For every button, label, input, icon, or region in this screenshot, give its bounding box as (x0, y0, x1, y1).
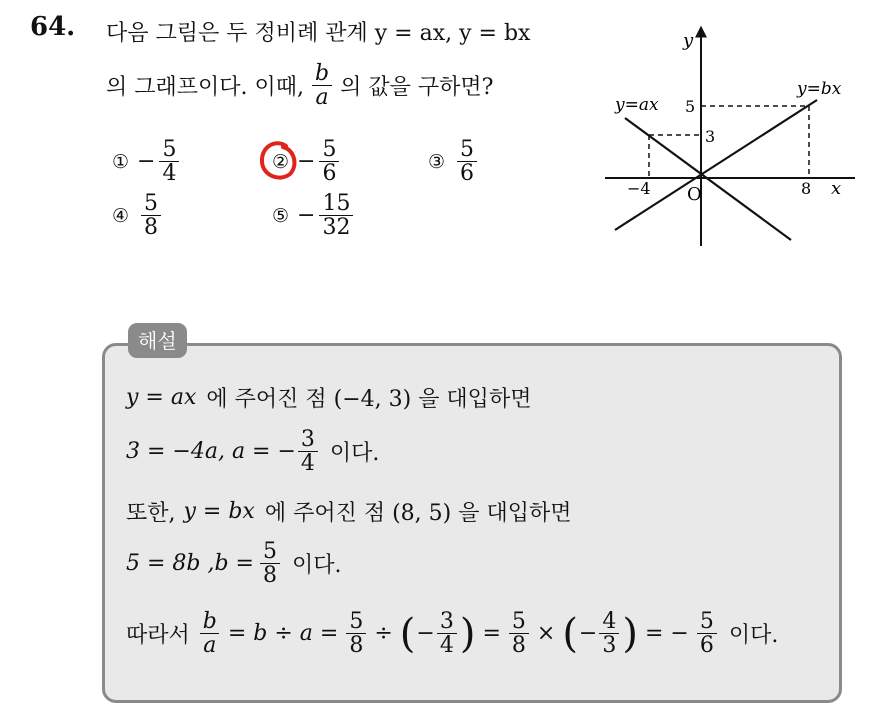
tick-8: 8 (801, 179, 812, 198)
fraction-num: 5 (699, 609, 714, 634)
question-number: 64. (30, 12, 76, 42)
choice-fraction (319, 138, 339, 185)
choice-den: 8 (141, 215, 161, 239)
choice-fraction (457, 138, 477, 185)
solution-text: 에 주어진 점 (−4, 3) 을 대입하면 (206, 387, 532, 412)
solution-text: 에 주어진 점 (8, 5) 을 대입하면 (264, 501, 572, 526)
choice-num: 5 (322, 137, 337, 162)
question-fraction-den: a (312, 85, 331, 109)
choice-4[interactable] (112, 192, 163, 239)
equals-sign: = − (644, 621, 689, 647)
choice-sign: − (297, 203, 316, 229)
choice-num: 5 (460, 137, 475, 162)
solution-fraction (298, 428, 318, 475)
question-line-2-pre: 의 그래프이다. 이때, (106, 75, 304, 101)
choice-fraction (319, 192, 353, 239)
choice-mark: ② (272, 150, 290, 173)
proportion-graph (605, 18, 865, 250)
fraction-5-8-b (509, 610, 529, 657)
answer-circle-icon (258, 140, 298, 184)
times-sign: × (536, 621, 556, 647)
y-axis-label: y (683, 30, 694, 51)
choice-den: 4 (159, 161, 179, 185)
question-line-1: 다음 그림은 두 정비례 관계 y = ax, y = bx (106, 21, 531, 46)
solution-mid: = b ÷ a = (227, 621, 339, 647)
fraction-den: 8 (509, 633, 529, 657)
tick-neg4: −4 (627, 179, 651, 198)
choice-5[interactable] (272, 192, 355, 239)
tick-5: 5 (685, 97, 696, 116)
choice-den: 6 (457, 161, 477, 185)
fraction-num: 3 (439, 609, 454, 634)
fraction-den: 4 (437, 633, 457, 657)
fraction-den: 8 (346, 633, 366, 657)
divide-sign: ÷ (374, 621, 393, 647)
fraction-num: 4 (602, 609, 617, 634)
choice-1[interactable] (112, 138, 181, 185)
choice-num: 5 (162, 137, 177, 162)
question-fraction (312, 62, 332, 109)
question-fraction-num: b (315, 61, 330, 86)
solution-text: 이다. (728, 623, 779, 649)
right-paren: ) (622, 610, 638, 657)
fraction-5-8 (346, 610, 366, 657)
line-y-bx (615, 100, 817, 230)
choice-mark: ④ (112, 204, 130, 227)
fraction-num: 5 (349, 609, 364, 634)
fraction-den: a (200, 633, 219, 657)
solution-fraction (260, 540, 280, 587)
fraction-4-3 (599, 610, 619, 657)
solution-line-4 (126, 540, 342, 587)
solution-pre: 또한, (126, 501, 176, 526)
right-paren: ) (459, 610, 476, 657)
equals-sign: = (482, 621, 501, 647)
fraction-den: 4 (298, 451, 318, 475)
question-line-2-post: 의 값을 구하면? (340, 75, 494, 101)
choice-den: 6 (319, 161, 339, 185)
solution-pre: 따라서 (126, 623, 190, 649)
left-paren: ( (562, 610, 578, 657)
choice-fraction (159, 138, 179, 185)
fraction-den: 8 (260, 563, 280, 587)
solution-eq: 5 = 8b ,b = (126, 551, 254, 577)
solution-text: 이다. (329, 441, 380, 467)
choice-den: 32 (319, 215, 353, 239)
fraction-num: 3 (300, 427, 315, 452)
choice-num: 5 (144, 191, 159, 216)
solution-line-1 (126, 382, 531, 413)
fraction-3-4 (437, 610, 457, 657)
solution-line-3 (126, 496, 571, 527)
choice-sign: − (137, 149, 156, 175)
solution-eq: 3 = −4a, a = − (126, 439, 296, 465)
question-line-2 (106, 62, 493, 109)
fraction-b-over-a (200, 610, 220, 657)
fraction-den: 6 (697, 633, 717, 657)
line-a-label: y=ax (615, 95, 659, 115)
choice-num: 15 (322, 191, 351, 216)
x-axis-label: x (831, 178, 842, 199)
solution-eq: y = ax (126, 385, 197, 410)
fraction-num: 5 (263, 539, 277, 564)
choice-mark: ⑤ (272, 204, 290, 227)
solution-line-2 (126, 428, 379, 475)
choice-mark: ③ (428, 150, 446, 173)
choice-mark: ① (112, 150, 130, 173)
fraction-num: b (202, 609, 217, 634)
fraction-5-6 (697, 610, 717, 657)
origin-label: O (687, 184, 702, 205)
left-paren: ( (399, 610, 416, 657)
fraction-num: 5 (511, 609, 526, 634)
choice-3[interactable] (428, 138, 479, 185)
line-b-label: y=bx (797, 79, 842, 99)
solution-line-5 (126, 610, 778, 657)
fraction-sign: − (416, 621, 435, 647)
solution-eq: y = bx (183, 499, 255, 524)
choice-fraction (141, 192, 161, 239)
fraction-sign: − (578, 621, 598, 647)
solution-tab-label: 해설 (128, 323, 187, 358)
tick-3: 3 (705, 127, 716, 146)
solution-text: 이다. (292, 553, 342, 579)
choice-sign: − (297, 149, 316, 175)
fraction-den: 3 (599, 633, 619, 657)
